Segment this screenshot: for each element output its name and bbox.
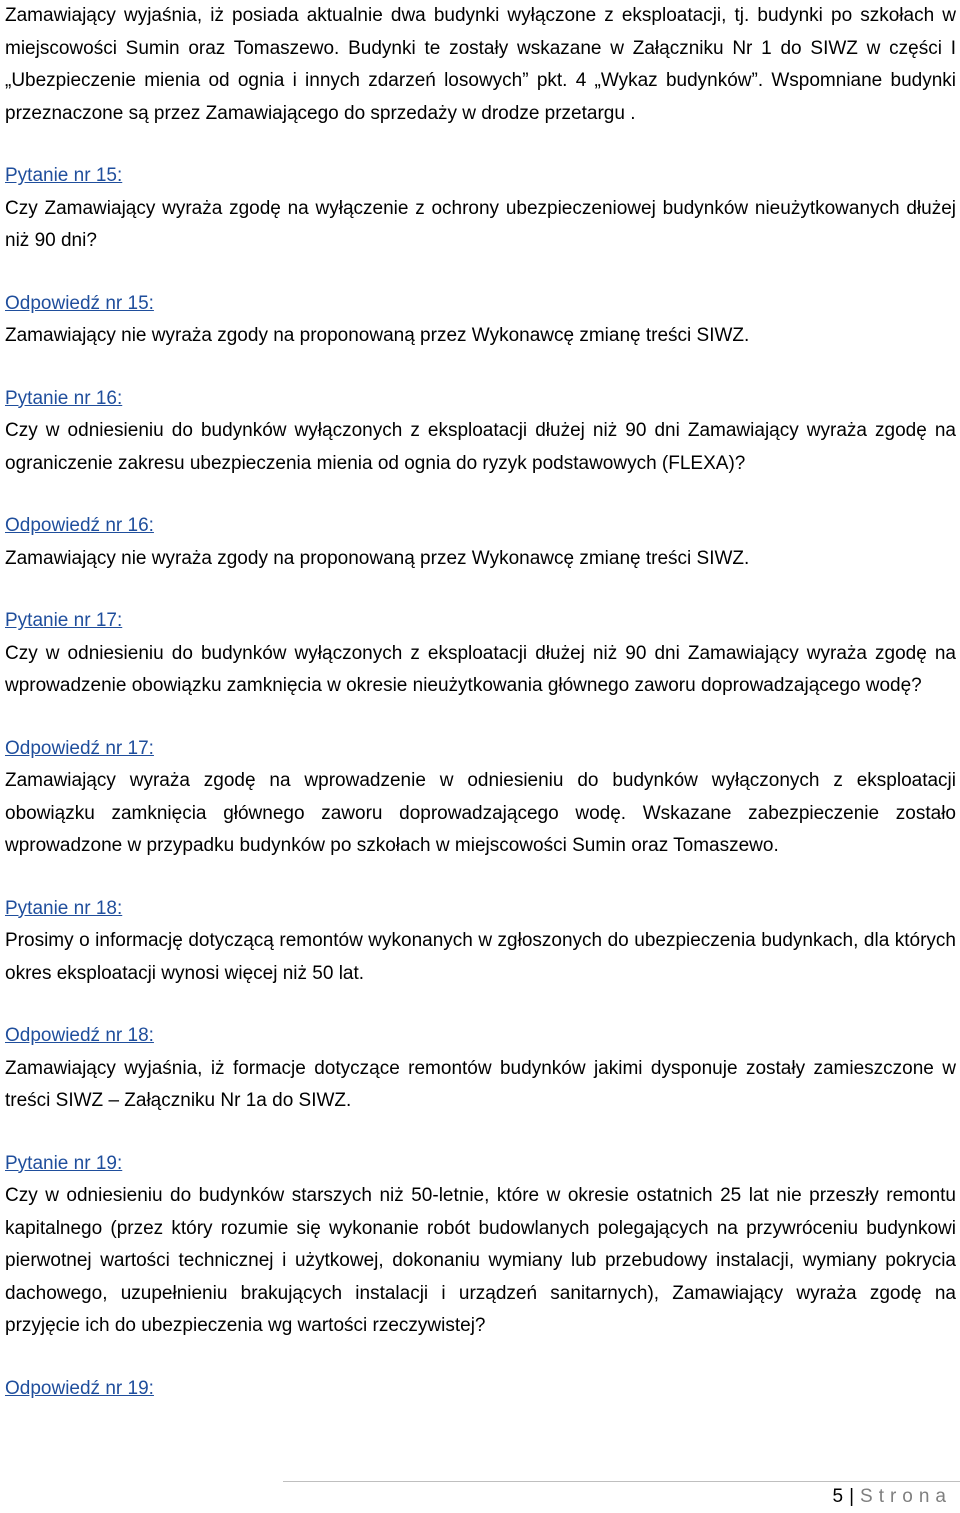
qa-item-19 [5, 1148, 956, 1406]
page-footer [833, 1486, 953, 1508]
question-heading: Pytanie nr 16: [5, 387, 123, 409]
question-text: Czy Zamawiający wyraża zgodę na wyłączenie z ochrony ubezpieczeniowej budynków nieużytkowanych dłużej niż 90 dni? [5, 197, 956, 252]
page-label: Strona [860, 1486, 952, 1507]
question-heading: Pytanie nr 15: [5, 165, 123, 187]
qa-item-18 [5, 893, 956, 1118]
answer-heading: Odpowiedź nr 18: [5, 1025, 154, 1047]
intro-text-part-2: Wspomniane budynki przeznaczone są przez Zamawiającego do sprzedaży w drodze przetargu . [5, 70, 956, 124]
answer-heading: Odpowiedź nr 19: [5, 1377, 154, 1399]
question-text: Czy w odniesieniu do budynków wyłączonych z eksploatacji dłużej niż 90 dni Zamawiający wyraża zgodę na ograniczenie zakresu ubezpieczenia mienia od ognia do ryzyk podstawowych (FLEXA)? [5, 420, 956, 474]
footer-divider [283, 1481, 960, 1482]
qa-item-16 [5, 383, 956, 576]
question-heading: Pytanie nr 18: [5, 897, 123, 919]
question-heading: Pytanie nr 19: [5, 1152, 123, 1174]
answer-text: Zamawiający wyraża zgodę na wprowadzenie w odniesieniu do budynków wyłączonych z eksploatacji obowiązku zamknięcia głównego zaworu doprowadzającego wodę. Wskazane zabezpieczenie zostało wprowadzone w przypadku budynków po szkołach w miejscowości Sumin oraz Tomaszewo. [5, 770, 956, 857]
answer-heading: Odpowiedź nr 17: [5, 737, 154, 759]
intro-paragraph [5, 0, 956, 130]
qa-item-17 [5, 605, 956, 863]
answer-text: Zamawiający nie wyraża zgody na proponowaną przez Wykonawcę zmianę treści SIWZ. [5, 325, 750, 347]
intro-text-part-1: Zamawiający wyjaśnia, iż posiada aktualnie dwa budynki wyłączone z eksploatacji, tj. budynki po szkołach w miejscowości Sumin oraz Tomaszewo. Budynki te zostały wskazane w Załączniku Nr 1 do SIWZ w części I „Ubezpieczenie mienia od ognia i innych zdarzeń losowych” pkt. 4 „Wykaz budynków”. [5, 5, 956, 92]
page-number: 5 [832, 1486, 844, 1507]
answer-text: Zamawiający wyjaśnia, iż formacje dotyczące remontów budynków jakimi dysponuje zostały zamieszczone w treści SIWZ – Załączniku Nr 1a do SIWZ. [5, 1057, 956, 1112]
document-page [5, 0, 956, 1405]
question-text: Czy w odniesieniu do budynków starszych niż 50-letnie, które w okresie ostatnich 25 lat nie przeszły remontu kapitalnego (przez który rozumie się wykonanie robót budowlanych polegających na przywróceniu budynkowi pierwotnej wartości technicznej i użytkowej, dokonaniu wymiany lub przebudowy instalacji, wymiany pokrycia dachowego, uzupełnieniu brakujących instalacji i urządzeń sanitarnych), Zamawiający wyraża zgodę na przyjęcie ich do ubezpieczenia wg wartości rzeczywistej? [5, 1185, 956, 1337]
question-text: Czy w odniesieniu do budynków wyłączonych z eksploatacji dłużej niż 90 dni Zamawiający wyraża zgodę na wprowadzenie obowiązku zamknięcia w okresie nieużytkowania głównego zaworu doprowadzającego wodę? [5, 642, 956, 697]
qa-item-15 [5, 160, 956, 353]
question-heading: Pytanie nr 17: [5, 610, 123, 632]
footer-separator: | [849, 1486, 855, 1507]
answer-text: Zamawiający nie wyraża zgody na proponowaną przez Wykonawcę zmianę treści SIWZ. [5, 547, 750, 569]
question-text: Prosimy o informację dotyczącą remontów wykonanych w zgłoszonych do ubezpieczenia budynkach, dla których okres eksploatacji wynosi więcej niż 50 lat. [5, 930, 956, 984]
answer-heading: Odpowiedź nr 16: [5, 515, 154, 537]
answer-heading: Odpowiedź nr 15: [5, 292, 154, 314]
